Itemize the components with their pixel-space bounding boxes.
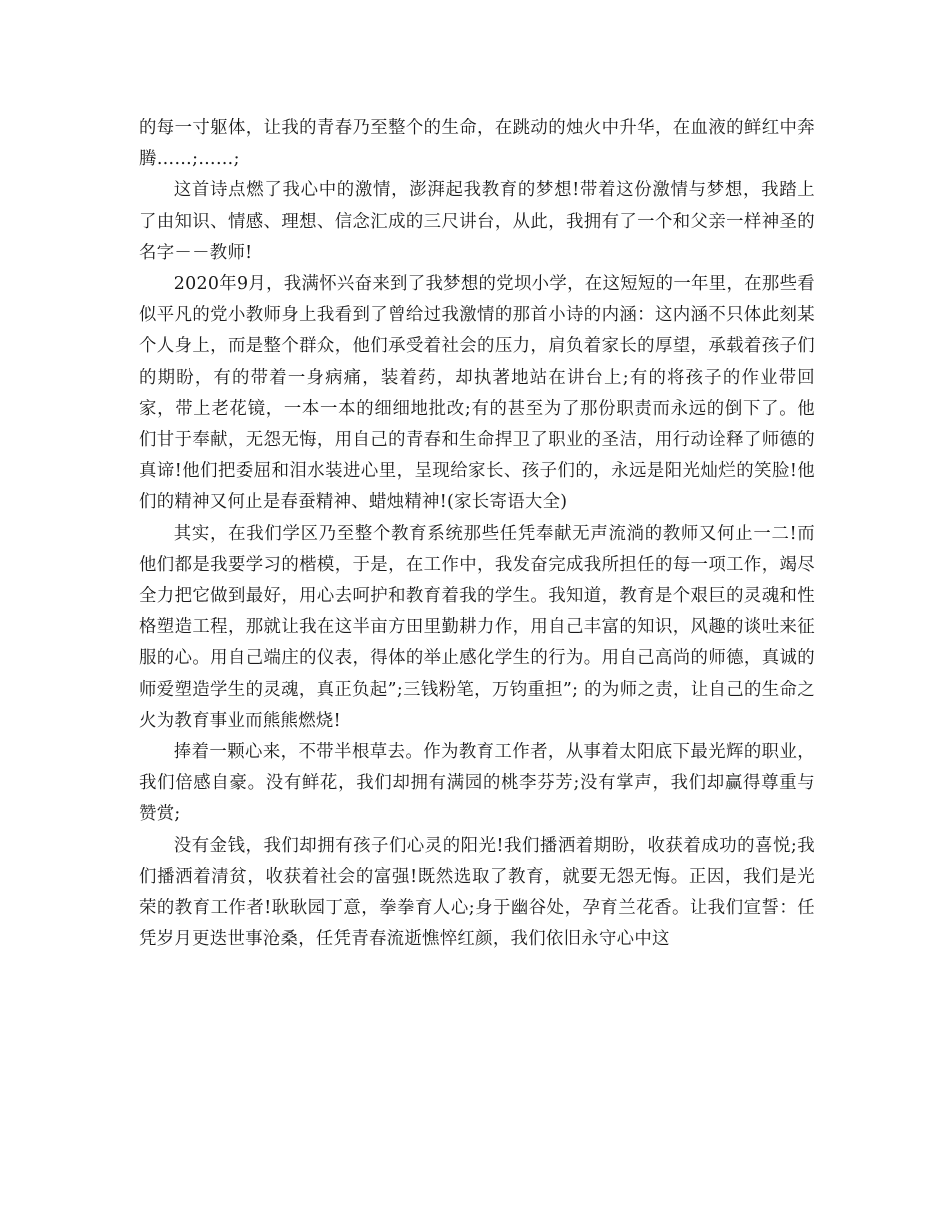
paragraph-school-teachers: 2020年9月，我满怀兴奋来到了我梦想的党坝小学，在这短短的一年里，在那些看似平凡的党小教师身上我看到了曾给过我激情的那首小诗的内涵：这内涵不只体此刻某个人身上，而是整个群众，他们承受着社会的压力，肩负着家长的厚望，承载着孩子们的期盼，有的带着一身病痛，装着药，却执著地站在讲台上;有的将孩子的作业带回家，带上老花镜，一本一本的细细地批改;有的甚至为了那份职责而永远的倒下了。他们甘于奉献，无怨无悔，用自己的青春和生命捍卫了职业的圣洁，用行动诠释了师德的真谛!他们把委屈和泪水装进心里，呈现给家长、孩子们的，永远是阳光灿烂的笑脸!他们的精神又何止是春蚕精神、蜡烛精神!(家长寄语大全) [139, 274, 815, 513]
document-page [139, 113, 815, 955]
paragraph-pride: 捧着一颗心来，不带半根草去。作为教育工作者，从事着太阳底下最光辉的职业，我们倍感自豪。没有鲜花，我们却拥有满园的桃李芬芳;没有掌声，我们却赢得尊重与赞赏; [139, 742, 815, 825]
paragraph-pledge: 没有金钱，我们却拥有孩子们心灵的阳光!我们播洒着期盼，收获着成功的喜悦;我们播洒着清贫，收获着社会的富强!既然选取了教育，就要无怨无悔。正因，我们是光荣的教育工作者!耿耿园丁意，拳拳育人心;身于幽谷处，孕育兰花香。让我们宣誓：任凭岁月更迭世事沧桑，任凭青春流逝憔悴红颜，我们依旧永守心中这 [139, 835, 815, 950]
paragraph-role-models: 其实，在我们学区乃至整个教育系统那些任凭奉献无声流淌的教师又何止一二!而他们都是我要学习的楷模，于是，在工作中，我发奋完成我所担任的每一项工作，竭尽全力把它做到最好，用心去呵护和教育着我的学生。我知道，教育是个艰巨的灵魂和性格塑造工程，那就让我在这半亩方田里勤耕力作，用自己丰富的知识，风趣的谈吐来征服的心。用自己端庄的仪表，得体的举止感化学生的行为。用自己高尚的师德，真诚的师爱塑造学生的灵魂，真正负起”;三钱粉笔，万钧重担”; 的为师之责，让自己的生命之火为教育事业而熊熊燃烧! [139, 523, 815, 731]
paragraph-continuation: 的每一寸躯体，让我的青春乃至整个的生命，在跳动的烛火中升华，在血液的鲜红中奔腾……;……; [139, 118, 815, 170]
paragraph-poem-inspiration: 这首诗点燃了我心中的激情，澎湃起我教育的梦想!带着这份激情与梦想，我踏上了由知识、情感、理想、信念汇成的三尺讲台，从此，我拥有了一个和父亲一样神圣的名字－－教师! [139, 180, 815, 263]
